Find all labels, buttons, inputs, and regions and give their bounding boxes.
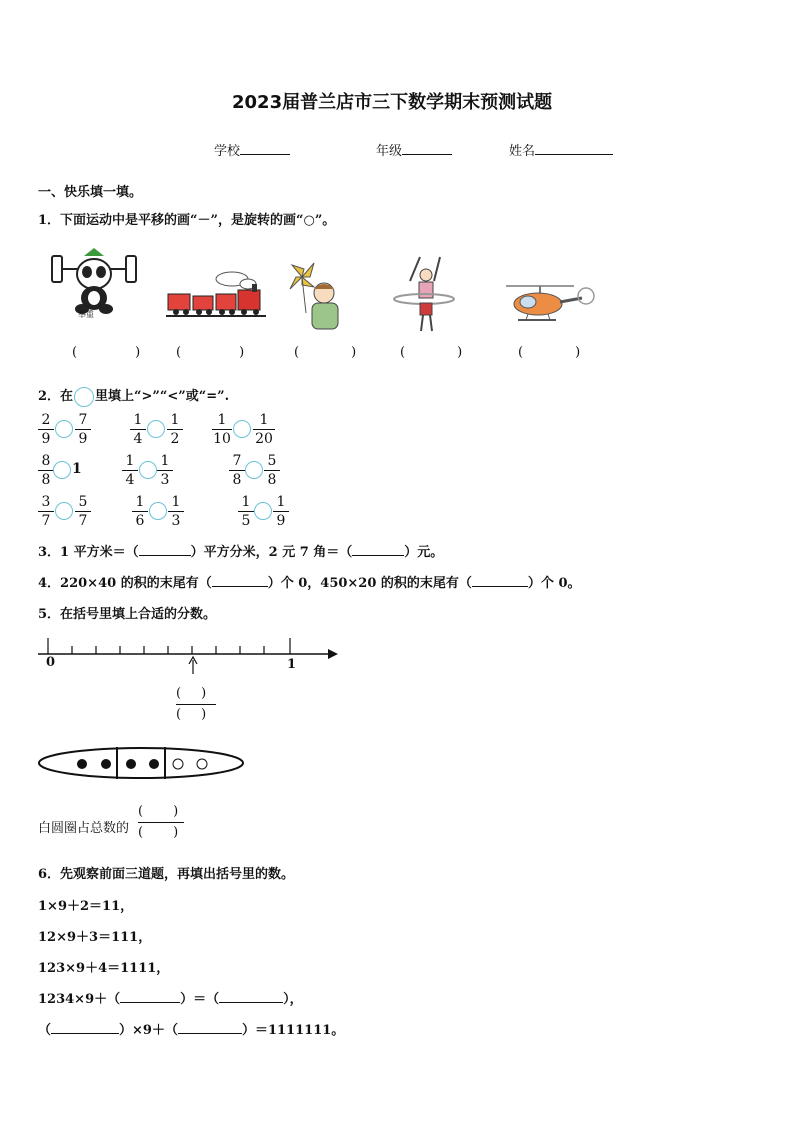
- whole-number: 1: [72, 461, 82, 477]
- fraction-left: 8 8: [37, 452, 55, 489]
- number-line-label-0: 0: [46, 655, 56, 670]
- compare-circle[interactable]: [55, 502, 73, 520]
- question-2: 2．在 里填上“>”“<”或“=”.: [38, 385, 229, 407]
- compare-circle[interactable]: [147, 420, 165, 438]
- answer-blank-4[interactable]: ( ): [400, 345, 463, 360]
- fraction-left: 7 8: [228, 452, 246, 489]
- compare-circle-icon: [74, 387, 94, 407]
- equation-line-4: 1234×9＋（ ）＝（ ），: [38, 988, 303, 1007]
- hula-hoop-girl-picture: [390, 251, 456, 337]
- fraction-right: 1 2: [166, 411, 184, 448]
- school-field[interactable]: [214, 140, 290, 159]
- fraction-right: 7 9: [74, 411, 92, 448]
- answer-blank[interactable]: [352, 541, 404, 556]
- fraction-right: 5 7: [74, 493, 92, 530]
- number-line: [36, 634, 342, 676]
- fraction-left: 1 4: [121, 452, 139, 489]
- compare-circle[interactable]: [55, 420, 73, 438]
- pinwheel-child-picture: [288, 261, 346, 331]
- compare-circle[interactable]: [233, 420, 251, 438]
- equation-line-2: 12×9＋3＝111，: [38, 930, 152, 945]
- question-5: 5．在括号里填上合适的分数。: [38, 607, 217, 622]
- fraction-right: 1 3: [167, 493, 185, 530]
- fraction-right: 1 3: [156, 452, 174, 489]
- helicopter-picture: [498, 282, 598, 326]
- fraction-right: 1 20: [252, 411, 276, 448]
- train-picture: [166, 270, 266, 322]
- question-1: 1．下面运动中是平移的画“－”，是旋转的画“○”。: [38, 213, 336, 228]
- answer-blank[interactable]: [51, 1019, 119, 1034]
- answer-blank[interactable]: [219, 988, 283, 1003]
- white-fraction-blank[interactable]: ( ) ( ): [138, 804, 184, 841]
- fraction-right: 5 8: [263, 452, 281, 489]
- page-title: 2023届普兰店市三下数学期末预测试题: [232, 92, 553, 113]
- answer-blank-1[interactable]: ( ): [72, 345, 141, 360]
- fraction-left: 1 6: [131, 493, 149, 530]
- equation-line-1: 1×9＋2＝11，: [38, 899, 134, 914]
- question-6: 6．先观察前面三道题，再填出括号里的数。: [38, 867, 295, 882]
- grade-field[interactable]: [376, 140, 452, 159]
- answer-blank[interactable]: [212, 572, 268, 587]
- fraction-left: 1 5: [237, 493, 255, 530]
- fraction-left: 1 4: [129, 411, 147, 448]
- name-label: 姓名: [509, 144, 536, 159]
- compare-circle[interactable]: [139, 461, 157, 479]
- fraction-left: 1 10: [213, 412, 231, 447]
- fraction-left: 2 9: [37, 411, 55, 448]
- answer-blank-2[interactable]: ( ): [176, 345, 245, 360]
- circles-oval-diagram: [38, 745, 246, 781]
- number-line-label-1: 1: [287, 657, 297, 672]
- answer-blank[interactable]: [139, 541, 191, 556]
- equation-line-3: 123×9＋4＝1111，: [38, 961, 170, 976]
- answer-blank[interactable]: [472, 572, 528, 587]
- equation-line-5: （ ）×9＋（ ）＝1111111。: [38, 1019, 344, 1038]
- answer-blank[interactable]: [120, 988, 180, 1003]
- compare-circle[interactable]: [53, 461, 71, 479]
- answer-blank[interactable]: [178, 1019, 242, 1034]
- answer-blank-5[interactable]: ( ): [518, 345, 581, 360]
- question-3: 3．1 平方米＝（ ）平方分米，2 元 7 角＝（ ）元。: [38, 541, 443, 560]
- fraction-left: 3 7: [37, 493, 55, 530]
- picture-caption: 举重: [78, 310, 94, 319]
- answer-blank-3[interactable]: ( ): [294, 345, 357, 360]
- weightlifting-panda-picture: [50, 246, 140, 321]
- name-field[interactable]: [509, 140, 613, 159]
- fraction-answer-blank[interactable]: ( ) ( ): [176, 686, 216, 723]
- grade-label: 年级: [376, 144, 403, 159]
- section-heading: 一、快乐填一填。: [38, 185, 143, 200]
- compare-circle[interactable]: [254, 502, 272, 520]
- compare-circle[interactable]: [245, 461, 263, 479]
- white-circle-label: 白圆圈占总数的: [38, 821, 130, 836]
- fraction-right: 1 9: [272, 493, 290, 530]
- school-label: 学校: [214, 144, 241, 159]
- question-4: 4．220×40 的积的末尾有（ ）个 0，450×20 的积的末尾有（ ）个 0。: [38, 572, 581, 591]
- compare-circle[interactable]: [149, 502, 167, 520]
